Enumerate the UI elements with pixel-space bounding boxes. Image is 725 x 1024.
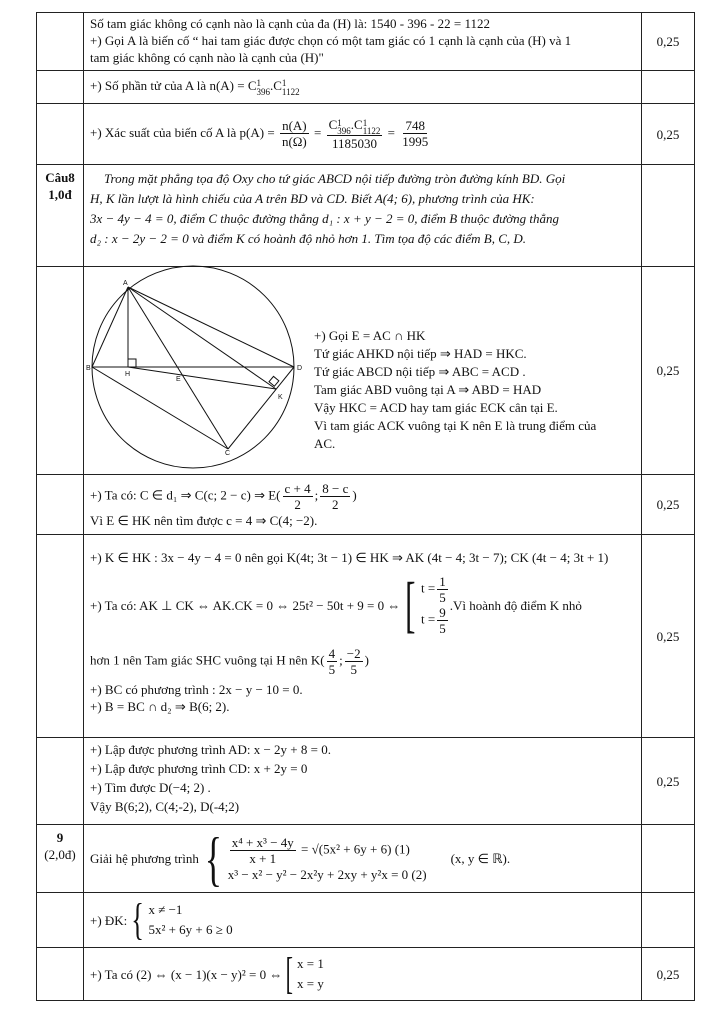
- text-line: +) Lập được phương trình CD: x + 2y = 0: [90, 761, 308, 776]
- text-line: AC.: [314, 436, 336, 451]
- fraction: $\frac{8 - c}{2}$: [322, 480, 349, 512]
- problem-text: 3x − 4y − 4 = 0, điểm C thuộc đường thẳng d₁ : x + y − 2 = 0, điểm B thuộc đường thẳng: [90, 211, 560, 226]
- geometry-figure: [86, 277, 308, 457]
- text-line: Số tam giác không có cạnh nào là cạnh của đa (H) là: 1540 - 396 - 22 = 1122: [90, 16, 490, 31]
- text-line: tam giác không có cạnh nào là cạnh của (H)": [90, 50, 324, 65]
- content-cell: +) ĐK: { x ≠ −1 5x² + 6y + 6 ≥ 0: [84, 893, 642, 948]
- question-cell: [37, 535, 84, 738]
- point-label-e: E: [176, 376, 181, 383]
- question-label: 9: [56, 830, 64, 845]
- content-cell: [84, 71, 642, 104]
- table-row: [37, 738, 695, 825]
- problem-text: H, K lần lượt là hình chiếu của A trên BD và CD. Biết A(4; 6), phương trình của HK:: [90, 191, 535, 206]
- point-label-h: H: [125, 371, 131, 378]
- content-cell: [84, 104, 642, 165]
- content-cell: [84, 825, 642, 893]
- content-cell: [84, 475, 642, 535]
- text-line: +) Số phần tử của A là n(A) = C 1 396 .C 1 1122: [90, 77, 300, 97]
- text-line: Tứ giác AHKD nội tiếp ⇒ HAD = HKC.: [314, 346, 527, 361]
- question-cell: [37, 825, 84, 893]
- probability-line: +) Xác suất của biến cố A là p(A) = $\frac{n(A)}{n(\Omega)}$ = C 1 396 .C 1 1122 1185030 = $\frac{748}{1995}$: [90, 117, 429, 151]
- text-line: +) K ∈ HK : 3x − 4y − 4 = 0 nên gọi K(4t; 3t − 1) ∈ HK ⇒ AK (4t − 4; 3t − 7); CK (4t − 4; 3t + 1): [90, 550, 609, 565]
- bracket: [: [286, 949, 294, 998]
- fraction: $\frac{\text{x⁴ + x³ − 4y}}{x + 1}$: [231, 834, 294, 866]
- score-cell: [642, 165, 695, 267]
- text-line: Tứ giác ABCD nội tiếp ⇒ ABC = ACD .: [314, 364, 526, 379]
- fraction: $\frac{1}{5}$: [439, 574, 446, 605]
- fraction: $\frac{n(A)}{n(\Omega)}$: [281, 118, 307, 150]
- score-cell: 0,25: [642, 738, 695, 825]
- text-line: hơn 1 nên Tam giác SHC vuông tại H nên K( $\frac{4}{5}$ ; $\frac{-2}{5}$ ): [90, 646, 369, 677]
- segment-AB: [92, 287, 128, 367]
- question-cell: [37, 165, 84, 267]
- table-row: [37, 165, 695, 267]
- question-points: (2,0đ): [44, 847, 76, 862]
- score-cell: 0,25: [642, 13, 695, 71]
- text-line: Vì tam giác ACK vuông tại K nên E là trung điểm của: [314, 418, 597, 433]
- grading-table: [36, 12, 695, 1001]
- segment-HK: [128, 367, 276, 389]
- text-line: Tam giác ABD vuông tại A ⇒ ABD = HAD: [314, 382, 542, 397]
- point-label-k: K: [278, 394, 283, 401]
- content-cell: [84, 738, 642, 825]
- question-cell: [37, 267, 84, 475]
- text-line: +) Gọi E = AC ∩ HK: [314, 328, 426, 343]
- table-row: [37, 948, 695, 1001]
- bracket: [: [405, 571, 416, 639]
- content-cell: [84, 535, 642, 738]
- text-line: +) Gọi A là biến cố “ hai tam giác được chọn có một tam giác có 1 cạnh là cạnh của (H) và 1: [90, 33, 572, 48]
- question-cell: [37, 104, 84, 165]
- brace: {: [131, 895, 145, 944]
- text-line: +) B = BC ∩ d₂ ⇒ B(6; 2).: [90, 699, 230, 714]
- score-cell: 0,25: [642, 475, 695, 535]
- reasoning-block: [308, 277, 596, 453]
- content-cell: [84, 165, 642, 267]
- point-label-b: B: [86, 365, 91, 372]
- score-cell: 0,25: [642, 267, 695, 475]
- content-cell: [84, 13, 642, 71]
- question-cell: [37, 475, 84, 535]
- table-row: [37, 893, 695, 948]
- text-line: Vì E ∈ HK nên tìm được c = 4 ⇒ C(4; −2).: [90, 512, 318, 528]
- content-cell: +) Ta có (2) ⇔ (x − 1)(x − y)² = 0 ⇔ [ x = 1 x = y: [84, 948, 642, 1001]
- fraction: C 1 396 .C 1 1122 1185030: [328, 117, 381, 151]
- table-row: [37, 475, 695, 535]
- point-label-d: D: [297, 365, 303, 372]
- question-cell: [37, 13, 84, 71]
- fraction: $\frac{c + 4}{2}$: [284, 480, 311, 512]
- point-label-c: C: [225, 450, 231, 457]
- segment-AK: [128, 287, 276, 389]
- score-cell: 0,25: [642, 104, 695, 165]
- text-line: Vậy B(6;2), C(4;-2), D(-4;2): [90, 799, 240, 814]
- text-line: +) Tìm được D(−4; 2) .: [90, 780, 211, 795]
- problem-text: d₂ : x − 2y − 2 = 0 và điểm K có hoành độ nhỏ hơn 1. Tìm tọa độ các điểm B, C, D.: [90, 231, 527, 246]
- table-row: [37, 825, 695, 893]
- question-cell: [37, 71, 84, 104]
- text-line: +) Ta có: C ∈ d₁ ⇒ C(c; 2 − c) ⇒ E( $\frac{c + 4}{2}$ ; $\frac{8 - c}{2}$ ): [90, 480, 357, 512]
- score-cell: [642, 71, 695, 104]
- question-cell: [37, 738, 84, 825]
- score-cell: 0,25: [642, 948, 695, 1001]
- score-cell: 0,25: [642, 535, 695, 738]
- text-line: +) Lập được phương trình AD: x − 2y + 8 = 0.: [90, 742, 331, 757]
- text-line: +) Ta có: AK ⊥ CK ⇔ AK.CK = 0 ⇔ 25t² − 50t + 9 = 0 ⇔ [ t = $\frac{1}{5}$ t = $\frac{9}{5}$ .Vì hoành độ điểm K nhỏ: [90, 571, 582, 639]
- score-cell: [642, 893, 695, 948]
- segment-CD: [228, 367, 294, 449]
- table-row: [37, 104, 695, 165]
- question-points: 1,0đ: [48, 187, 72, 202]
- table-row: [37, 267, 695, 475]
- brace: {: [204, 825, 222, 892]
- score-cell: [642, 825, 695, 893]
- table-row: [37, 71, 695, 104]
- right-angle-mark-h: [128, 359, 136, 367]
- question-label: Câu8: [45, 170, 75, 185]
- system-line: Giải hệ phương trình { $\frac{\text{x⁴ + x³ − 4y}}{x + 1}$ = √(5x² + 6y + 6) (1) x³ − x² − y² − 2x²y + 2xy + y²x = 0 (2) (x, y ∈ ℝ).: [90, 825, 511, 892]
- problem-text: Trong mặt phẳng tọa độ Oxy cho tứ giác ABCD nội tiếp đường tròn đường kính BD. Gọi: [104, 171, 566, 186]
- table-row: [37, 13, 695, 71]
- fraction: $\frac{-2}{5}$: [346, 646, 361, 677]
- table-row: [37, 535, 695, 738]
- text-line: +) BC có phương trình : 2x − y − 10 = 0.: [90, 682, 303, 697]
- question-cell: [37, 948, 84, 1001]
- fraction: $\frac{4}{5}$: [328, 646, 336, 677]
- question-cell: [37, 893, 84, 948]
- fraction: $\frac{748}{1995}$: [402, 118, 429, 150]
- point-label-a: A: [123, 280, 128, 287]
- content-cell: [84, 267, 642, 475]
- text-line: Vậy HKC = ACD hay tam giác ECK cân tại E.: [314, 400, 558, 415]
- fraction: $\frac{9}{5}$: [439, 605, 446, 636]
- answer-sheet: [36, 12, 694, 1001]
